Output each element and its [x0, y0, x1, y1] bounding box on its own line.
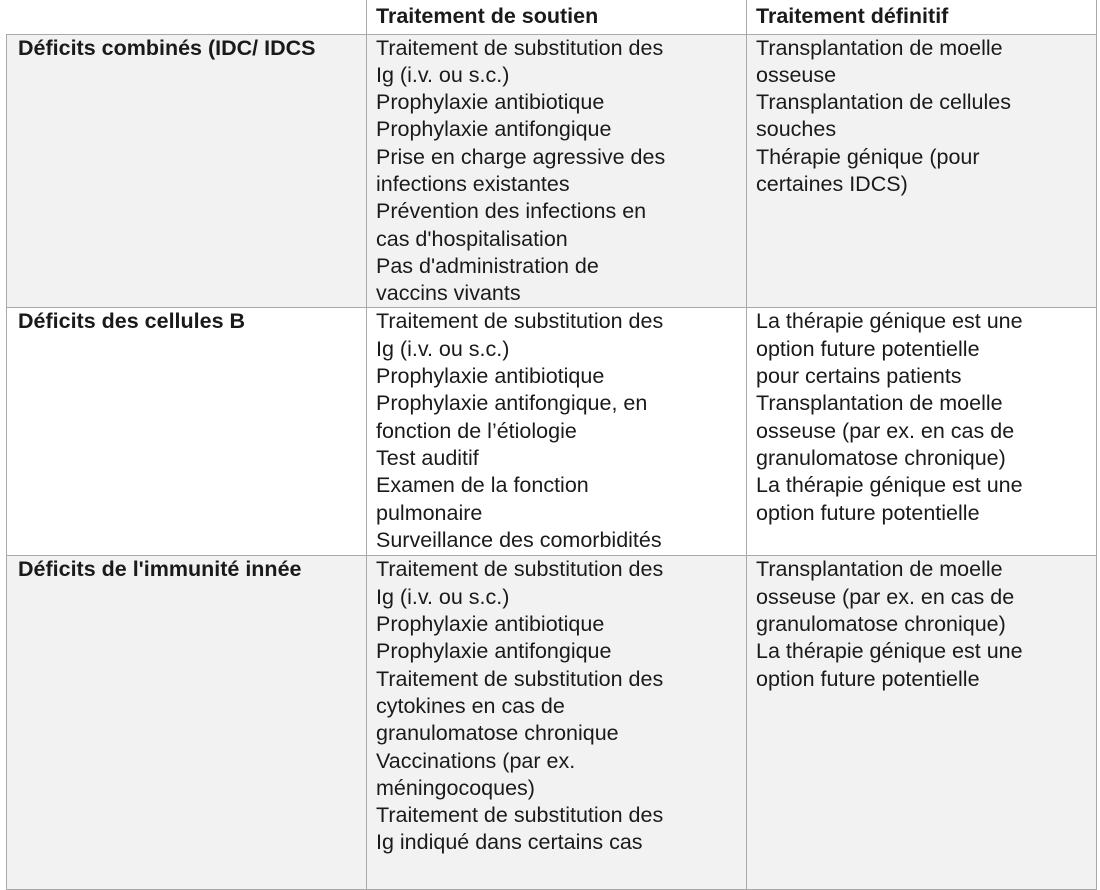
cell-line: Prophylaxie antibiotique	[376, 364, 605, 389]
cell-line: méningocoques)	[376, 775, 535, 800]
definitive-cell	[747, 308, 1097, 556]
cell-line: Traitement de substitution des	[376, 309, 664, 334]
cell-line: Vaccinations (par ex.	[376, 748, 576, 773]
cell-line: Transplantation de moelle	[756, 35, 1003, 60]
row-category: Déficits combinés (IDC/ IDCS	[7, 34, 367, 308]
cell-line: fonction de l’étiologie	[376, 418, 577, 443]
cell-line: Prophylaxie antifongique, en	[376, 391, 648, 416]
cell-line: Surveillance des comorbidités	[376, 527, 662, 552]
header-definitive: Traitement définitif	[747, 0, 1097, 34]
cell-line: infections existantes	[376, 171, 570, 196]
cell-line: Ig indiqué dans certains cas	[376, 830, 643, 855]
cell-line: option future potentielle	[756, 336, 980, 361]
row-category: Déficits des cellules B	[7, 308, 367, 556]
cell-line: Traitement de substitution des	[376, 666, 664, 691]
support-cell	[367, 556, 747, 890]
definitive-cell	[747, 34, 1097, 308]
cell-line: cytokines en cas de	[376, 693, 565, 718]
cell-line: Ig (i.v. ou s.c.)	[376, 336, 510, 361]
cell-line: La thérapie génique est une	[756, 473, 1023, 498]
cell-line: Prophylaxie antifongique	[376, 639, 612, 664]
cell-line: option future potentielle	[756, 666, 980, 691]
cell-line: pulmonaire	[376, 500, 483, 525]
cell-line: La thérapie génique est une	[756, 309, 1023, 334]
cell-line: Traitement de substitution des	[376, 803, 664, 828]
cell-line: Thérapie génique (pour	[756, 144, 980, 169]
cell-line: Prophylaxie antifongique	[376, 117, 612, 142]
cell-line: osseuse (par ex. en cas de	[756, 584, 1015, 609]
cell-line: cas d'hospitalisation	[376, 226, 568, 251]
table-row	[7, 34, 1097, 308]
table-row	[7, 556, 1097, 890]
cell-line: option future potentielle	[756, 500, 980, 525]
cell-line: Transplantation de cellules	[756, 90, 1011, 115]
cell-line: La thérapie génique est une	[756, 639, 1023, 664]
cell-line: Prévention des infections en	[376, 199, 647, 224]
cell-line: Pas d'administration de	[376, 253, 599, 278]
support-cell	[367, 308, 747, 556]
cell-line: Ig (i.v. ou s.c.)	[376, 62, 510, 87]
cell-line: osseuse (par ex. en cas de	[756, 418, 1015, 443]
header-support: Traitement de soutien	[367, 0, 747, 34]
cell-line: granulomatose chronique	[376, 721, 619, 746]
cell-line: Transplantation de moelle	[756, 391, 1003, 416]
cell-line: certaines IDCS)	[756, 171, 908, 196]
definitive-cell	[747, 556, 1097, 890]
header-empty	[7, 0, 367, 34]
cell-line: Examen de la fonction	[376, 473, 589, 498]
cell-line: Prise en charge agressive des	[376, 144, 666, 169]
support-cell	[367, 34, 747, 308]
cell-line: Traitement de substitution des	[376, 557, 664, 582]
row-category: Déficits de l'immunité innée	[7, 556, 367, 890]
treatment-table	[6, 0, 1097, 890]
cell-line: Traitement de substitution des	[376, 35, 664, 60]
cell-line: vaccins vivants	[376, 281, 521, 306]
cell-line: Prophylaxie antibiotique	[376, 90, 605, 115]
cell-line: souches	[756, 117, 837, 142]
table-row	[7, 308, 1097, 556]
cell-line: granulomatose chronique)	[756, 612, 1006, 637]
cell-line: Prophylaxie antibiotique	[376, 612, 605, 637]
cell-line: osseuse	[756, 62, 837, 87]
cell-line: Test auditif	[376, 445, 479, 470]
cell-line: Ig (i.v. ou s.c.)	[376, 584, 510, 609]
cell-line: granulomatose chronique)	[756, 445, 1006, 470]
cell-line: Transplantation de moelle	[756, 557, 1003, 582]
header-row	[7, 0, 1097, 34]
cell-line: pour certains patients	[756, 364, 962, 389]
